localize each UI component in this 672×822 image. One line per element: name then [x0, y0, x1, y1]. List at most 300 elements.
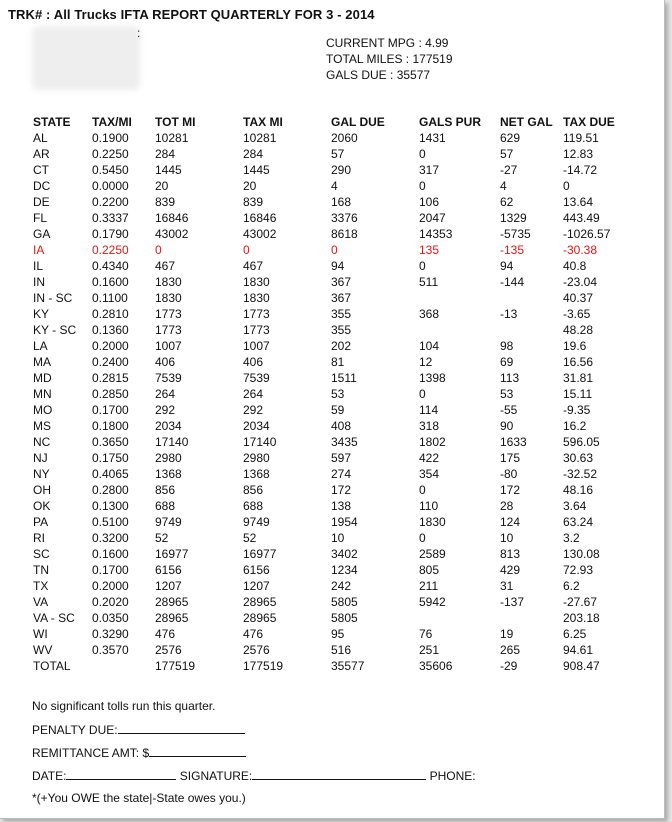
- table-cell-tax-mi: 16846: [243, 211, 277, 225]
- table-row: [33, 642, 623, 658]
- table-cell-tax-due: -9.35: [563, 403, 591, 417]
- table-cell-state: AL: [33, 131, 48, 145]
- table-cell-net-gal: -55: [500, 403, 518, 417]
- table-cell-state: TX: [33, 579, 49, 593]
- table-cell-tax-mi: 0.1600: [92, 275, 129, 289]
- table-cell-tax-due: 6.25: [563, 627, 587, 641]
- table-cell-gals-pur: 211: [419, 579, 439, 593]
- table-cell-gal-due: 1234: [331, 563, 358, 577]
- table-cell-gals-pur: 14353: [419, 227, 453, 241]
- table-row: [33, 226, 623, 242]
- table-cell-tot-mi: 28965: [155, 611, 189, 625]
- table-cell-net-gal: 124: [500, 515, 521, 529]
- date-label: DATE:: [32, 769, 67, 783]
- table-cell-gal-due: 408: [331, 419, 352, 433]
- table-cell-tax-mi: 0.2850: [92, 387, 129, 401]
- table-cell-tax-due: 203.18: [563, 611, 600, 625]
- table-cell-gals-pur: 422: [419, 451, 440, 465]
- table-cell-gal-due: 59: [331, 403, 345, 417]
- table-cell-tax-mi: 1368: [243, 467, 270, 481]
- table-row: [33, 290, 623, 306]
- table-cell-net-gal: 19: [500, 627, 514, 641]
- table-cell-tot-mi: 9749: [155, 515, 182, 529]
- table-cell-tax-due: -1026.57: [563, 227, 611, 241]
- table-cell-tot-mi: 1830: [155, 275, 182, 289]
- table-cell-gal-due: 2060: [331, 131, 358, 145]
- table-cell-tot-mi: 856: [155, 483, 176, 497]
- table-cell-net-gal: 265: [500, 643, 521, 657]
- table-cell-tot-mi: 476: [155, 627, 176, 641]
- table-cell-tax-due: 40.37: [563, 291, 594, 305]
- table-cell-tax-mi: 406: [243, 355, 264, 369]
- table-row: [33, 338, 623, 354]
- column-header: STATE: [33, 115, 71, 129]
- table-cell-tax-mi: 6156: [243, 563, 270, 577]
- table-cell-tot-mi: 467: [155, 259, 176, 273]
- table-cell-net-gal: 69: [500, 355, 514, 369]
- table-cell-state: VA - SC: [33, 611, 75, 625]
- table-header-row: [33, 114, 623, 130]
- table-cell-tax-mi: 1830: [243, 275, 270, 289]
- table-row: [33, 242, 623, 258]
- table-cell-tot-mi: 43002: [155, 227, 189, 241]
- date-field[interactable]: [66, 768, 176, 780]
- table-cell-tax-mi: 0.2020: [92, 595, 129, 609]
- table-cell-tax-mi: 0.2200: [92, 195, 129, 209]
- table-cell-gals-pur: 2589: [419, 547, 446, 561]
- table-cell-state: OK: [33, 499, 51, 513]
- table-cell-gal-due: 35577: [331, 659, 365, 673]
- table-cell-gals-pur: 12: [419, 355, 433, 369]
- table-cell-net-gal: [500, 322, 563, 338]
- signature-line: [32, 768, 476, 783]
- redacted-address-block: [32, 26, 140, 90]
- table-cell-gal-due: 242: [331, 579, 352, 593]
- table-body: [33, 130, 623, 674]
- table-cell-tot-mi: 7539: [155, 371, 182, 385]
- table-cell-tax-due: 119.51: [563, 131, 599, 145]
- table-cell-tax-mi: 52: [243, 531, 257, 545]
- redacted-address-glyph: :: [137, 26, 141, 40]
- gals-due: GALS DUE : 35577: [326, 68, 431, 82]
- table-cell-tax-mi: 0.1750: [92, 451, 129, 465]
- table-cell-tot-mi: 0: [155, 243, 162, 257]
- report-title: TRK# : All Trucks IFTA REPORT QUARTERLY FOR 3 - 2014: [8, 7, 375, 22]
- table-cell-tax-due: -32.52: [563, 467, 598, 481]
- table-cell-gal-due: 290: [331, 163, 352, 177]
- table-row: [33, 610, 623, 626]
- table-cell-state: IN: [33, 275, 45, 289]
- table-cell-tax-mi: 0.3650: [92, 435, 129, 449]
- table-cell-tax-mi: 0.1790: [92, 227, 129, 241]
- table-cell-tot-mi: 284: [155, 147, 176, 161]
- table-row: [33, 258, 623, 274]
- table-cell-gals-pur: 0: [419, 531, 426, 545]
- table-cell-net-gal: 10: [500, 531, 514, 545]
- table-cell-state: GA: [33, 227, 51, 241]
- table-cell-state: MO: [33, 403, 53, 417]
- table-cell-gal-due: 1511: [331, 371, 357, 385]
- table-cell-gals-pur: 2047: [419, 211, 446, 225]
- ifta-table: [33, 114, 623, 674]
- table-cell-net-gal: 28: [500, 499, 514, 513]
- table-cell-tax-mi: 0.2815: [92, 371, 129, 385]
- table-cell-gal-due: 81: [331, 355, 345, 369]
- table-cell-tax-mi: 292: [243, 403, 264, 417]
- table-cell-tot-mi: 2034: [155, 419, 182, 433]
- table-cell-tax-mi: 476: [243, 627, 264, 641]
- table-cell-tax-mi: 1445: [243, 163, 270, 177]
- table-cell-tax-due: -30.38: [563, 243, 598, 257]
- table-cell-tax-due: 0: [563, 179, 570, 193]
- table-cell-tax-mi: 0.1100: [92, 291, 128, 305]
- table-cell-gal-due: 355: [331, 307, 352, 321]
- remittance-label: REMITTANCE AMT: $: [32, 746, 150, 760]
- table-cell-state: RI: [33, 531, 45, 545]
- table-cell-gal-due: 5805: [331, 611, 358, 625]
- table-cell-tax-due: 31.81: [563, 371, 594, 385]
- remittance-field[interactable]: [149, 745, 246, 757]
- table-cell-tax-mi: 177519: [243, 659, 284, 673]
- table-cell-state: KY: [33, 307, 50, 321]
- table-cell-state: TOTAL: [33, 659, 71, 673]
- column-header: NET GAL: [500, 115, 553, 129]
- table-cell-gal-due: 172: [331, 483, 352, 497]
- table-cell-tax-due: 40.8: [563, 259, 587, 273]
- table-cell-tax-mi: 0.4065: [92, 467, 129, 481]
- table-cell-tax-due: 30.63: [563, 451, 594, 465]
- table-cell-gals-pur: 511: [419, 275, 439, 289]
- table-cell-tax-due: 16.56: [563, 355, 594, 369]
- table-cell-tax-due: -3.65: [563, 307, 591, 321]
- table-cell-gals-pur: [419, 322, 500, 338]
- table-cell-tax-mi: 28965: [243, 611, 277, 625]
- table-cell-tax-mi: 1773: [243, 307, 270, 321]
- table-cell-tax-mi: 0.3290: [92, 627, 129, 641]
- table-cell-state: NY: [33, 467, 50, 481]
- table-cell-tax-due: 3.2: [563, 531, 580, 545]
- table-cell-gals-pur: 0: [419, 259, 426, 273]
- table-cell-tax-due: 6.2: [563, 579, 580, 593]
- table-cell-tax-due: 13.64: [563, 195, 594, 209]
- legend-note: *(+You OWE the state|-State owes you.): [32, 791, 246, 805]
- table-cell-gals-pur: 35606: [419, 659, 453, 673]
- total-miles: TOTAL MILES : 177519: [326, 52, 453, 66]
- table-cell-tot-mi: 264: [155, 387, 176, 401]
- table-cell-state: MS: [33, 419, 51, 433]
- table-cell-gal-due: 5805: [331, 595, 358, 609]
- table-cell-tax-mi: 0.1900: [92, 131, 129, 145]
- table-cell-gals-pur: 0: [419, 483, 426, 497]
- table-cell-gals-pur: 135: [419, 243, 440, 257]
- table-cell-tax-mi: 0.2400: [92, 355, 129, 369]
- table-cell-tax-mi: 839: [243, 195, 264, 209]
- table-cell-tax-mi: 0.3570: [92, 643, 129, 657]
- table-cell-tax-due: 3.64: [563, 499, 587, 513]
- signature-label: SIGNATURE:: [179, 769, 253, 783]
- table-cell-gal-due: 355: [331, 323, 352, 337]
- table-cell-tot-mi: 1207: [155, 579, 182, 593]
- table-cell-gal-due: 0: [331, 243, 338, 257]
- table-row: [33, 306, 623, 322]
- table-row: [33, 594, 623, 610]
- table-cell-net-gal: -13: [500, 307, 518, 321]
- table-cell-tax-mi: 2980: [243, 451, 270, 465]
- table-cell-tax-due: -14.72: [563, 163, 598, 177]
- table-cell-state: IL: [33, 259, 44, 273]
- table-cell-tot-mi: 406: [155, 355, 176, 369]
- table-row: [33, 146, 623, 162]
- table-cell-tax-mi: 688: [243, 499, 264, 513]
- table-cell-gals-pur: 114: [419, 403, 439, 417]
- table-cell-gals-pur: 76: [419, 627, 433, 641]
- table-cell-gals-pur: 0: [419, 147, 426, 161]
- table-cell-tax-mi: 0.0350: [92, 611, 129, 625]
- table-cell-tax-mi: 284: [243, 147, 264, 161]
- table-cell-gal-due: 274: [331, 467, 352, 481]
- penalty-line: [32, 722, 245, 737]
- table-cell-net-gal: -137: [500, 595, 525, 609]
- table-cell-net-gal: -80: [500, 467, 518, 481]
- table-cell-state: CT: [33, 163, 49, 177]
- table-cell-net-gal: 1329: [500, 211, 527, 225]
- table-cell-state: FL: [33, 211, 48, 225]
- table-row: [33, 194, 623, 210]
- table-cell-tax-mi: 7539: [243, 371, 270, 385]
- table-cell-tot-mi: 1368: [155, 467, 182, 481]
- column-header: TOT MI: [155, 115, 196, 129]
- table-cell-tax-due: 48.28: [563, 323, 594, 337]
- table-cell-net-gal: 94: [500, 259, 514, 273]
- table-cell-state: IA: [33, 243, 45, 257]
- table-cell-tot-mi: 17140: [155, 435, 189, 449]
- signature-field[interactable]: [252, 768, 426, 780]
- table-cell-gal-due: 3402: [331, 547, 358, 561]
- table-cell-net-gal: 172: [500, 483, 521, 497]
- table-cell-gals-pur: 0: [419, 387, 426, 401]
- table-cell-tax-due: 63.24: [563, 515, 594, 529]
- table-row: [33, 530, 623, 546]
- table-cell-tax-due: 12.83: [563, 147, 594, 161]
- table-cell-state: SC: [33, 547, 50, 561]
- table-cell-tax-mi: 0.0000: [92, 179, 129, 193]
- table-cell-gal-due: 367: [331, 275, 352, 289]
- table-cell-tax-mi: 1007: [243, 339, 270, 353]
- table-cell-tot-mi: 16977: [155, 547, 189, 561]
- table-cell-tot-mi: 1830: [155, 291, 182, 305]
- table-cell-net-gal: -5735: [500, 227, 531, 241]
- table-cell-tot-mi: 292: [155, 403, 176, 417]
- table-cell-tot-mi: 16846: [155, 211, 189, 225]
- table-cell-state: TN: [33, 563, 49, 577]
- table-cell-net-gal: -29: [500, 659, 518, 673]
- table-cell-tax-mi: 0.2800: [92, 483, 129, 497]
- table-row: [33, 418, 623, 434]
- table-cell-tax-mi: 28965: [243, 595, 277, 609]
- table-cell-gals-pur: [419, 610, 500, 626]
- table-cell-tax-mi: 0: [243, 243, 250, 257]
- table-row: [33, 386, 623, 402]
- table-cell-tot-mi: 20: [155, 179, 169, 193]
- table-cell-gal-due: 202: [331, 339, 352, 353]
- table-cell-net-gal: 4: [500, 179, 507, 193]
- table-cell-state: OH: [33, 483, 51, 497]
- table-row: [33, 482, 623, 498]
- table-cell-gals-pur: 1431: [419, 131, 446, 145]
- table-cell-net-gal: 31: [500, 579, 514, 593]
- table-row: [33, 130, 623, 146]
- table-cell-tax-due: 19.6: [563, 339, 587, 353]
- phone-label: PHONE:: [429, 769, 476, 783]
- table-cell-tax-mi: 0.5450: [92, 163, 129, 177]
- column-header: GALS PUR: [419, 115, 482, 129]
- table-cell-net-gal: [500, 610, 563, 626]
- penalty-label: PENALTY DUE:: [32, 723, 118, 737]
- current-mpg: CURRENT MPG : 4.99: [326, 36, 449, 50]
- summary-block: [326, 35, 453, 83]
- column-header: TAX/MI: [92, 115, 132, 129]
- table-cell-gals-pur: 317: [419, 163, 440, 177]
- table-cell-tax-mi: [92, 658, 155, 674]
- table-cell-tax-mi: 0.1700: [92, 403, 129, 417]
- table-cell-tot-mi: 1773: [155, 323, 182, 337]
- table-cell-state: VA: [33, 595, 49, 609]
- table-cell-state: LA: [33, 339, 48, 353]
- column-header: TAX MI: [243, 115, 283, 129]
- table-cell-tot-mi: 2576: [155, 643, 182, 657]
- table-row: [33, 514, 623, 530]
- table-cell-tax-due: -27.67: [563, 595, 598, 609]
- table-cell-state: KY - SC: [33, 323, 77, 337]
- table-cell-tax-mi: 0.1360: [92, 323, 129, 337]
- table-cell-tax-due: 443.49: [563, 211, 600, 225]
- table-cell-net-gal: 98: [500, 339, 514, 353]
- table-row: [33, 466, 623, 482]
- table-cell-gal-due: 516: [331, 643, 352, 657]
- table-cell-net-gal: 57: [500, 147, 514, 161]
- table-cell-tax-mi: 0.3337: [92, 211, 129, 225]
- table-cell-net-gal: 113: [500, 371, 520, 385]
- table-cell-tax-due: 48.16: [563, 483, 594, 497]
- table-cell-tot-mi: 688: [155, 499, 176, 513]
- table-cell-gal-due: 1954: [331, 515, 358, 529]
- table-cell-gals-pur: 1802: [419, 435, 446, 449]
- table-cell-gal-due: 597: [331, 451, 352, 465]
- table-cell-state: NC: [33, 435, 51, 449]
- table-row: [33, 578, 623, 594]
- table-cell-state: PA: [33, 515, 49, 529]
- table-cell-state: WV: [33, 643, 53, 657]
- table-cell-gals-pur: 805: [419, 563, 440, 577]
- table-cell-tax-mi: 16977: [243, 547, 277, 561]
- table-cell-state: MA: [33, 355, 51, 369]
- table-cell-tax-due: 16.2: [563, 419, 587, 433]
- table-cell-tax-mi: 0.4340: [92, 259, 129, 273]
- table-cell-tax-due: 72.93: [563, 563, 594, 577]
- table-cell-tax-mi: 0.2250: [92, 243, 129, 257]
- table-cell-tax-mi: 0.2000: [92, 339, 129, 353]
- table-cell-net-gal: 90: [500, 419, 514, 433]
- table-cell-tax-due: 130.08: [563, 547, 600, 561]
- table-cell-tax-mi: 9749: [243, 515, 270, 529]
- table-cell-tax-due: 908.47: [563, 659, 600, 673]
- table-cell-tax-mi: 20: [243, 179, 257, 193]
- table-cell-state: IN - SC: [33, 291, 73, 305]
- table-cell-tot-mi: 1773: [155, 307, 182, 321]
- table-cell-gals-pur: [419, 290, 500, 306]
- table-row: [33, 354, 623, 370]
- table-cell-tax-mi: 0.1700: [92, 563, 129, 577]
- table-cell-net-gal: 813: [500, 547, 521, 561]
- table-cell-gal-due: 4: [331, 179, 338, 193]
- table-cell-gal-due: 94: [331, 259, 345, 273]
- table-row: [33, 626, 623, 642]
- table-cell-tax-mi: 467: [243, 259, 264, 273]
- table-cell-gals-pur: 251: [419, 643, 440, 657]
- table-cell-net-gal: 429: [500, 563, 521, 577]
- table-cell-tax-mi: 43002: [243, 227, 277, 241]
- table-cell-tax-mi: 0.2000: [92, 579, 129, 593]
- table-cell-gal-due: 168: [331, 195, 352, 209]
- table-cell-tax-mi: 0.1800: [92, 419, 129, 433]
- table-cell-gal-due: 3435: [331, 435, 358, 449]
- table-cell-tax-due: 15.11: [563, 387, 593, 401]
- table-cell-state: WI: [33, 627, 48, 641]
- table-row: [33, 322, 623, 338]
- column-header: TAX DUE: [563, 115, 615, 129]
- table-cell-tot-mi: 28965: [155, 595, 189, 609]
- table-cell-gal-due: 95: [331, 627, 345, 641]
- table-cell-tot-mi: 52: [155, 531, 169, 545]
- table-cell-gal-due: 53: [331, 387, 345, 401]
- table-cell-net-gal: 175: [500, 451, 521, 465]
- table-cell-tax-due: -23.04: [563, 275, 598, 289]
- column-header: GAL DUE: [331, 115, 385, 129]
- table-cell-tax-mi: 0.1300: [92, 499, 129, 513]
- table-cell-gals-pur: 1830: [419, 515, 446, 529]
- table-cell-net-gal: -144: [500, 275, 525, 289]
- table-cell-tax-due: 596.05: [563, 435, 600, 449]
- table-cell-gal-due: 8618: [331, 227, 358, 241]
- total-row: [33, 658, 623, 674]
- table-cell-tot-mi: 839: [155, 195, 176, 209]
- table-row: [33, 450, 623, 466]
- table-cell-gals-pur: 1398: [419, 371, 446, 385]
- table-cell-gal-due: 138: [331, 499, 352, 513]
- table-cell-tot-mi: 1007: [155, 339, 182, 353]
- table-cell-tax-mi: 0.5100: [92, 515, 129, 529]
- table-row: [33, 370, 623, 386]
- table-cell-state: AR: [33, 147, 50, 161]
- table-cell-state: DC: [33, 179, 51, 193]
- table-cell-tax-mi: 0.2250: [92, 147, 129, 161]
- table-row: [33, 562, 623, 578]
- table-cell-tax-mi: 856: [243, 483, 264, 497]
- table-cell-gals-pur: 368: [419, 307, 440, 321]
- table-row: [33, 434, 623, 450]
- table-cell-tax-mi: 1830: [243, 291, 270, 305]
- table-cell-tax-mi: 0.2810: [92, 307, 129, 321]
- table-cell-tax-mi: 17140: [243, 435, 277, 449]
- table-cell-tax-mi: 1207: [243, 579, 270, 593]
- table-cell-gals-pur: 0: [419, 179, 426, 193]
- penalty-field[interactable]: [118, 722, 245, 734]
- table-row: [33, 498, 623, 514]
- tolls-note: No significant tolls run this quarter.: [32, 699, 216, 713]
- table-cell-state: NJ: [33, 451, 48, 465]
- table-cell-tax-mi: 264: [243, 387, 264, 401]
- table-cell-gals-pur: 106: [419, 195, 440, 209]
